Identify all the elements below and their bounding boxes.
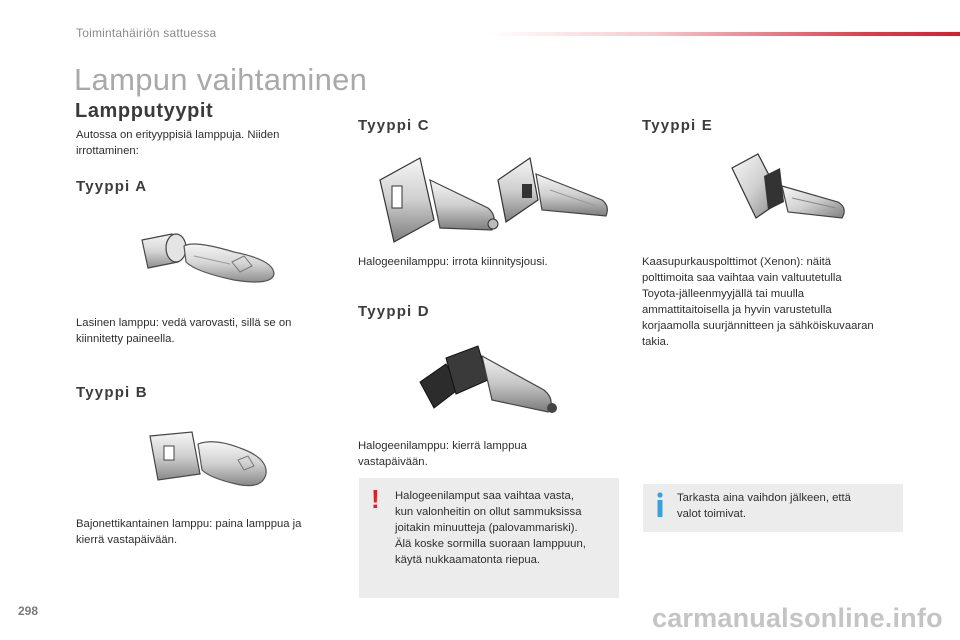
desc-line: vastapäivään. — [358, 456, 428, 468]
warning-line: käytä nukkaamatonta riepua. — [395, 554, 541, 566]
desc-line: polttimoita saa vaihtaa vain valtuutetulla — [642, 272, 842, 284]
type-e-bulb-illustration — [718, 148, 858, 238]
type-c-description — [358, 254, 548, 270]
type-c-heading: Tyyppi C — [358, 117, 430, 134]
info-text — [677, 490, 851, 522]
type-b-description — [76, 516, 301, 548]
desc-line: Bajonettikantainen lamppu: paina lamppua ja — [76, 518, 302, 530]
header-accent-bar — [488, 32, 960, 36]
bulb-e-icon — [718, 148, 858, 238]
intro-line: Autossa on erityyppisiä lamppuja. Niiden — [76, 129, 280, 141]
watermark-logo: carmanualsonline.info — [652, 603, 943, 633]
desc-line: kierrä vastapäivään. — [76, 534, 178, 546]
bulb-d-icon — [416, 338, 566, 428]
warning-line: Halogeenilamput saa vaihtaa vasta, — [395, 490, 574, 502]
type-b-heading: Tyyppi B — [76, 384, 148, 401]
warning-line: kun valonheitin on ollut sammuksissa — [395, 506, 582, 518]
section-title: Lampputyypit — [75, 100, 214, 122]
warning-box — [359, 478, 619, 598]
type-a-heading: Tyyppi A — [76, 178, 148, 195]
desc-line: Halogeenilamppu: irrota kiinnitysjousi. — [358, 256, 548, 268]
desc-line: korjaamolla suurjännitteen ja sähköiskuvaaran — [642, 320, 874, 332]
warning-text — [395, 488, 586, 568]
warning-line: Älä koske sormilla suoraan lamppuun, — [395, 538, 586, 550]
type-d-bulb-illustration — [416, 338, 566, 428]
bulb-a-icon — [134, 222, 284, 292]
type-e-description — [642, 254, 874, 350]
type-a-bulb-illustration — [134, 222, 284, 292]
bulb-c-icon — [370, 150, 620, 250]
section-intro — [76, 127, 279, 159]
chapter-header: Toimintahäiriön sattuessa — [76, 26, 217, 40]
type-c-bulb-illustration — [370, 150, 620, 250]
desc-line: Lasinen lamppu: vedä varovasti, sillä se on — [76, 317, 292, 329]
desc-line: Kaasupurkauspolttimot (Xenon): näitä — [642, 256, 832, 268]
desc-line: takia. — [642, 336, 670, 348]
type-a-description — [76, 315, 291, 347]
warning-exclamation-icon: ! — [371, 484, 380, 514]
bulb-b-icon — [144, 428, 274, 498]
page-title: Lampun vaihtaminen — [74, 62, 368, 97]
desc-line: ammattitaitoisella ja hyvin varustetulla — [642, 304, 832, 316]
info-box — [643, 484, 903, 532]
info-line: valot toimivat. — [677, 508, 747, 520]
page-number: 298 — [18, 604, 39, 618]
desc-line: Halogeenilamppu: kierrä lamppua — [358, 440, 527, 452]
desc-line: Toyota-jälleenmyyjällä tai muulla — [642, 288, 804, 300]
warning-line: joitakin minuutteja (palovammariski). — [395, 522, 578, 534]
info-icon — [655, 492, 665, 518]
type-d-description — [358, 438, 527, 470]
info-line: Tarkasta aina vaihdon jälkeen, että — [677, 492, 851, 504]
desc-line: kiinnitetty paineella. — [76, 333, 175, 345]
type-e-heading: Tyyppi E — [642, 117, 713, 134]
type-d-heading: Tyyppi D — [358, 303, 430, 320]
type-b-bulb-illustration — [144, 428, 274, 498]
intro-line: irrottaminen: — [76, 145, 139, 157]
